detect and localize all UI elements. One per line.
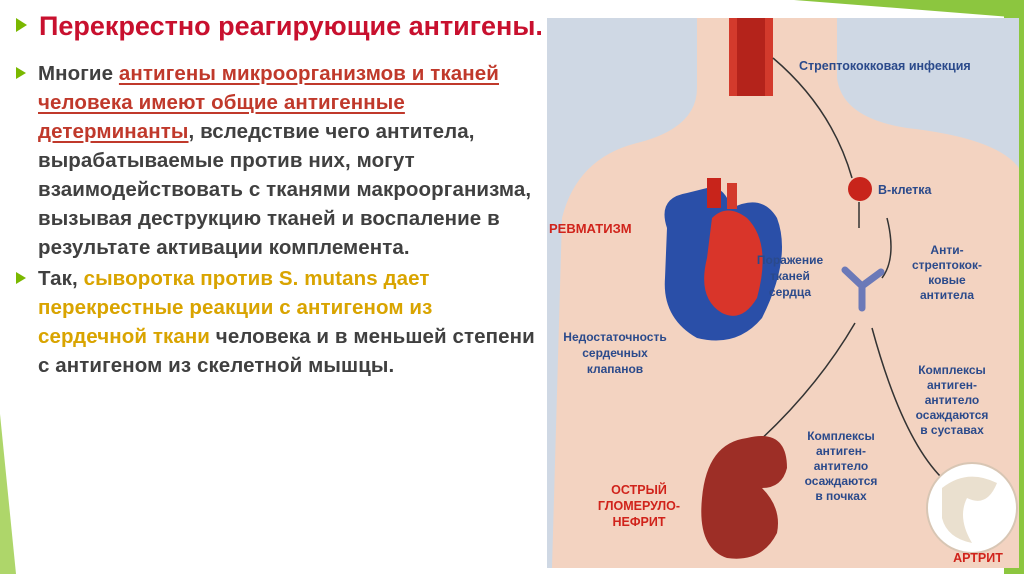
- bullet-triangle-icon: [16, 18, 27, 32]
- bullet-2-text: [38, 264, 546, 380]
- svg-text:НЕФРИТ: НЕФРИТ: [612, 515, 666, 529]
- bullet-1-lead: Многие: [38, 62, 119, 85]
- svg-text:стрептокок-: стрептокок-: [911, 258, 983, 272]
- rheumatism-diagram: [547, 18, 1019, 568]
- svg-text:антитело: антитело: [813, 459, 869, 473]
- svg-text:антиген-: антиген-: [926, 378, 978, 392]
- svg-text:клапанов: клапанов: [586, 362, 644, 376]
- label-joints: [916, 363, 989, 437]
- bullet-2-rest: человека и в меньшей степени с антигеном из скелетной мышцы.: [38, 325, 535, 377]
- joint-icon: [927, 463, 1017, 553]
- label-arthritis: АРТРИТ: [953, 551, 1003, 565]
- label-bcell: В-клетка: [878, 183, 932, 197]
- svg-text:Комплексы: Комплексы: [807, 429, 875, 443]
- svg-text:ковые: ковые: [928, 273, 966, 287]
- page-title: Перекрестно реагирующие антигены.: [39, 11, 543, 41]
- bullet-2-highlight: сыворотка против S. mutans дает перекрестные реакции с антигеном из сердечной ткани: [38, 267, 433, 348]
- svg-text:сердца: сердца: [768, 285, 812, 299]
- text-column: [16, 8, 546, 380]
- bullet-1-text: [38, 59, 546, 262]
- bullet-triangle-icon: [16, 272, 26, 284]
- svg-text:ОСТРЫЙ: ОСТРЫЙ: [611, 483, 667, 497]
- svg-text:антитело: антитело: [924, 393, 980, 407]
- decor-green-left: [0, 414, 16, 574]
- svg-text:антиген-: антиген-: [815, 444, 867, 458]
- bullet-triangle-icon: [16, 67, 26, 79]
- bullet-2: [16, 264, 546, 380]
- label-kidney-complex: [805, 429, 878, 503]
- label-strep: Стрептококковая инфекция: [799, 59, 971, 73]
- title-row: [16, 8, 546, 45]
- bullet-1: [16, 59, 546, 262]
- svg-text:Недостаточность: Недостаточность: [563, 330, 667, 344]
- bullet-2-lead: Так,: [38, 267, 84, 290]
- svg-text:Поражение: Поражение: [756, 253, 824, 267]
- decor-green-corner: [794, 0, 1024, 18]
- b-cell-icon: [848, 177, 872, 201]
- svg-text:Комплексы: Комплексы: [918, 363, 986, 377]
- svg-text:осаждаются: осаждаются: [804, 474, 878, 488]
- svg-text:в почках: в почках: [815, 489, 867, 503]
- svg-text:тканей: тканей: [770, 269, 810, 283]
- svg-text:антитела: антитела: [919, 288, 975, 302]
- svg-text:в суставах: в суставах: [920, 423, 984, 437]
- svg-text:осаждаются: осаждаются: [915, 408, 989, 422]
- svg-text:Анти-: Анти-: [930, 243, 964, 257]
- svg-text:сердечных: сердечных: [582, 346, 648, 360]
- bullet-1-rest: , вследствие чего антитела, вырабатываемые против них, могут взаимодействовать с тканями макроорганизма, вызывая деструкцию тканей и воспаление в результате активации комплемента.: [38, 120, 532, 259]
- svg-text:ГЛОМЕРУЛО-: ГЛОМЕРУЛО-: [597, 499, 681, 513]
- label-rheumatism: РЕВМАТИЗМ: [549, 221, 632, 236]
- bullet-1-highlight: антигены микроорганизмов и тканей человека имеют общие антигенные детерминанты: [38, 62, 499, 143]
